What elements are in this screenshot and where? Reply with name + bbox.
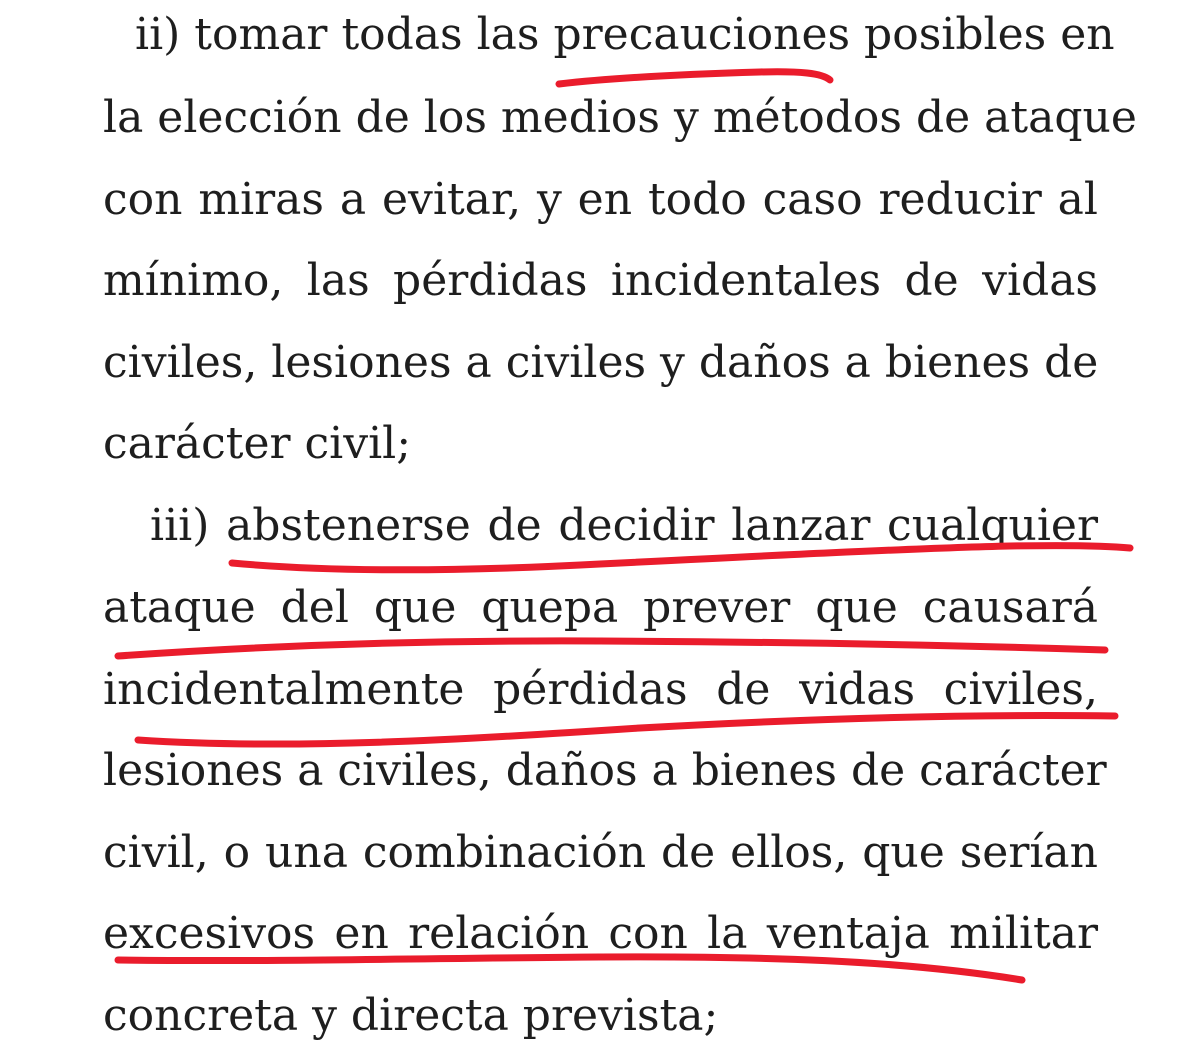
text-line-10: lesiones a civiles, daños a bienes de carácter <box>103 745 1107 796</box>
text-line-6: carácter civil; <box>103 418 412 469</box>
text-line-2: la elección de los medios y métodos de ataque <box>103 92 1137 143</box>
text-line-13: concreta y directa prevista; <box>103 990 719 1041</box>
text-line-3: con miras a evitar, y en todo caso reducir al <box>103 174 1098 225</box>
text-line-9: incidentalmente pérdidas de vidas civiles, <box>103 664 1098 715</box>
text-line-5: civiles, lesiones a civiles y daños a bienes de <box>103 337 1099 388</box>
underline-mark-precauciones <box>559 72 830 84</box>
text-line-7: iii) abstenerse de decidir lanzar cualquier <box>150 500 1098 551</box>
text-line-8: ataque del que quepa prever que causará <box>103 582 1098 633</box>
text-line-4: mínimo, las pérdidas incidentales de vidas <box>103 255 1098 306</box>
underline-mark-ataque <box>118 641 1105 656</box>
text-line-12: excesivos en relación con la ventaja militar <box>103 908 1098 959</box>
text-line-11: civil, o una combinación de ellos, que serían <box>103 827 1098 878</box>
text-line-1: ii) tomar todas las precauciones posibles en <box>135 9 1115 60</box>
